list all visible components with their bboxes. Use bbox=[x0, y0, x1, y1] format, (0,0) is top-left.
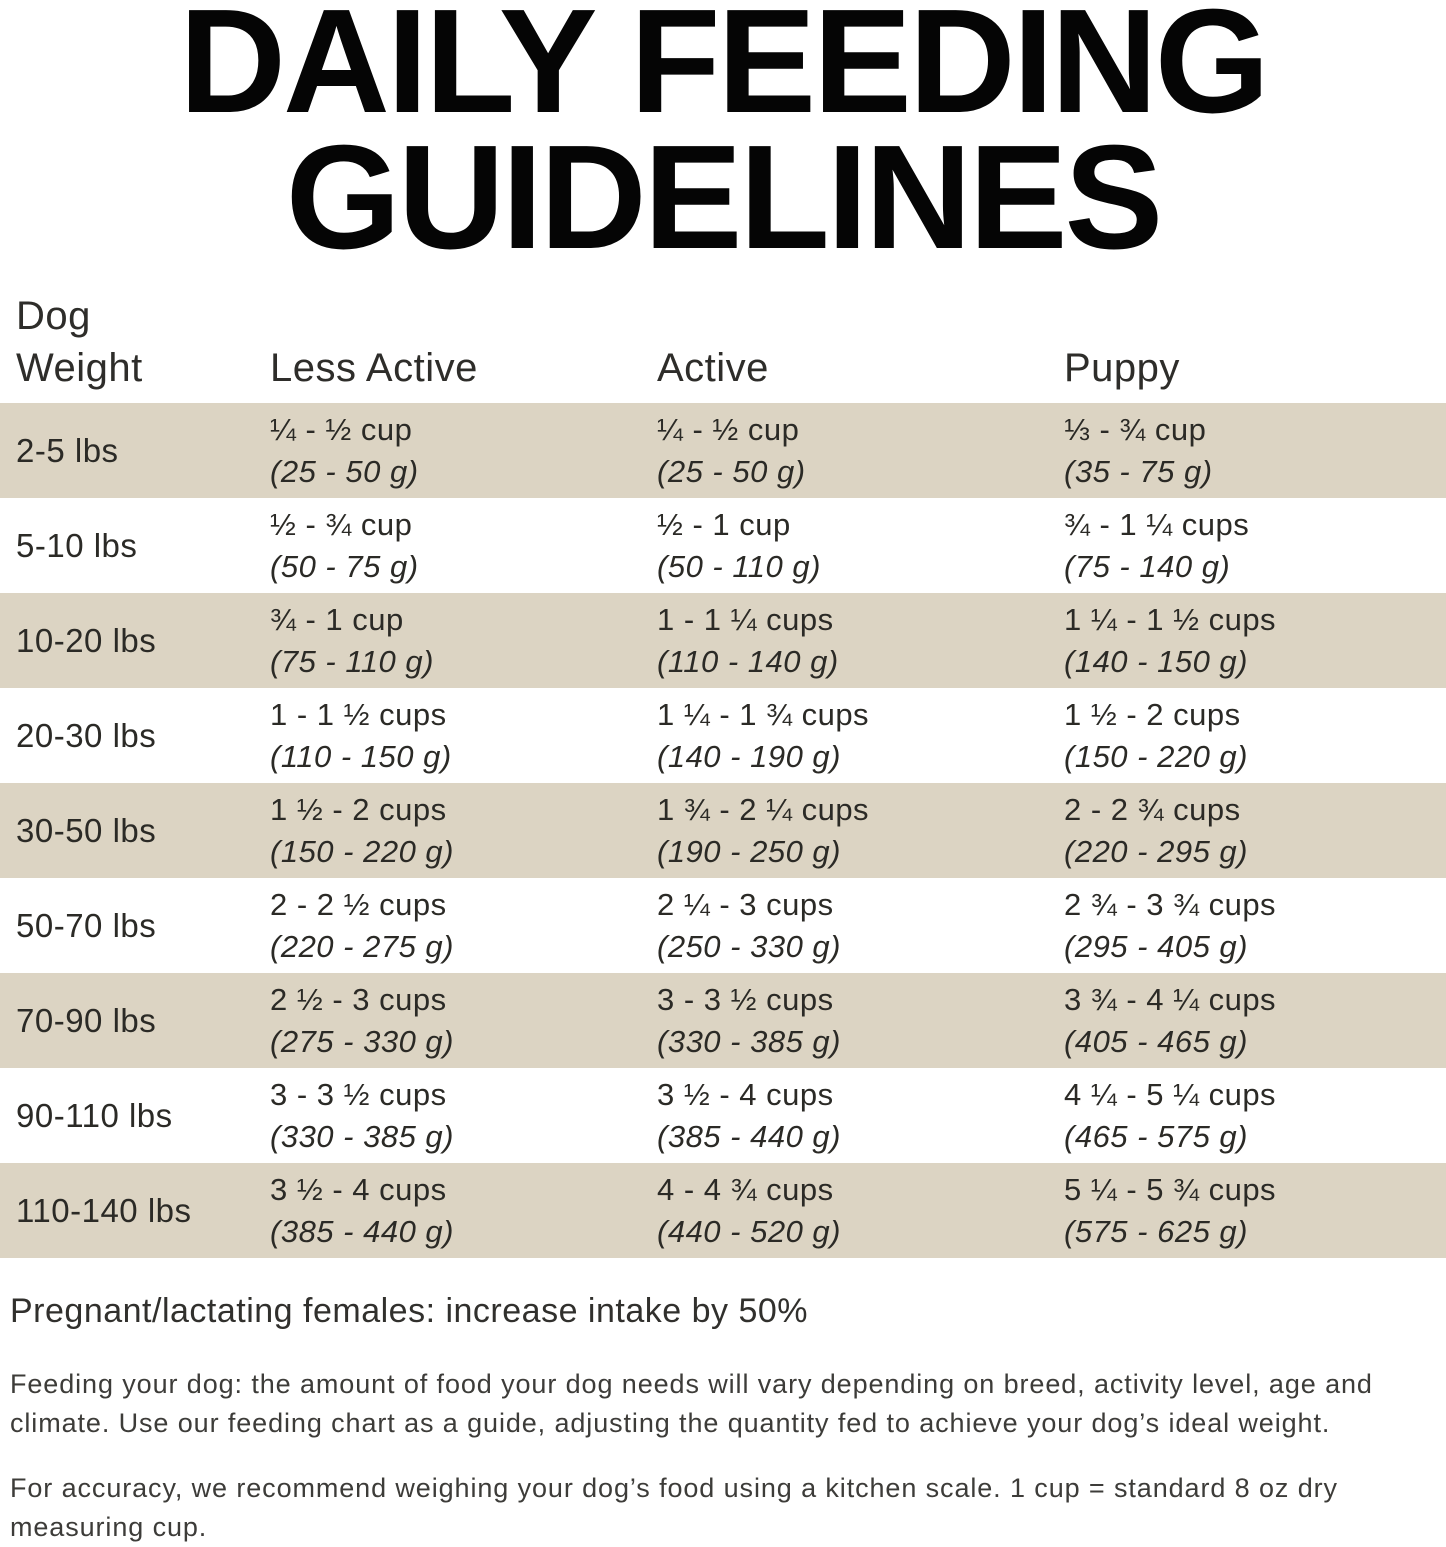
cups-range: 2 ¾ - 3 ¾ cups bbox=[1064, 886, 1277, 922]
dog-weight-value: 10-20 lbs bbox=[16, 621, 157, 659]
puppy-cell bbox=[1064, 878, 1446, 973]
cups-range: ¼ - ½ cup bbox=[657, 411, 800, 447]
grams-range: (330 - 385 g) bbox=[657, 1023, 841, 1059]
cups-range: 1 ½ - 2 cups bbox=[270, 791, 447, 827]
grams-range: (275 - 330 g) bbox=[270, 1023, 454, 1059]
dog-weight-value: 30-50 lbs bbox=[16, 811, 157, 849]
grams-range: (465 - 575 g) bbox=[1064, 1118, 1248, 1154]
grams-range: (385 - 440 g) bbox=[270, 1213, 454, 1249]
less-active-cell bbox=[270, 973, 657, 1068]
cups-range: 1 ½ - 2 cups bbox=[1064, 696, 1241, 732]
grams-range: (220 - 295 g) bbox=[1064, 833, 1248, 869]
page-title-line2: GUIDELINES bbox=[285, 115, 1161, 280]
grams-range: (295 - 405 g) bbox=[1064, 928, 1248, 964]
active-cell bbox=[657, 498, 1064, 593]
cups-range: ¾ - 1 cup bbox=[270, 601, 404, 637]
less-active-cell bbox=[270, 783, 657, 878]
grams-range: (330 - 385 g) bbox=[270, 1118, 454, 1154]
table-row bbox=[0, 403, 1446, 498]
cups-range: 3 ½ - 4 cups bbox=[270, 1171, 447, 1207]
grams-range: (50 - 110 g) bbox=[657, 548, 821, 584]
cups-range: 1 - 1 ½ cups bbox=[270, 696, 447, 732]
less-active-cell bbox=[270, 1068, 657, 1163]
cups-range: 1 ¾ - 2 ¼ cups bbox=[657, 791, 870, 827]
cups-range: 2 ¼ - 3 cups bbox=[657, 886, 834, 922]
puppy-cell bbox=[1064, 1068, 1446, 1163]
cups-range: ½ - 1 cup bbox=[657, 506, 791, 542]
cups-range: 3 ¾ - 4 ¼ cups bbox=[1064, 981, 1277, 1017]
grams-range: (75 - 140 g) bbox=[1064, 548, 1231, 584]
puppy-cell bbox=[1064, 593, 1446, 688]
grams-range: (35 - 75 g) bbox=[1064, 453, 1213, 489]
grams-range: (405 - 465 g) bbox=[1064, 1023, 1248, 1059]
grams-range: (25 - 50 g) bbox=[270, 453, 419, 489]
cups-range: 3 - 3 ½ cups bbox=[657, 981, 834, 1017]
cups-range: 2 - 2 ½ cups bbox=[270, 886, 447, 922]
less-active-cell bbox=[270, 878, 657, 973]
table-row bbox=[0, 498, 1446, 593]
puppy-cell bbox=[1064, 403, 1446, 498]
page-title-line1: DAILY FEEDING bbox=[179, 0, 1267, 144]
grams-range: (50 - 75 g) bbox=[270, 548, 419, 584]
pregnant-lactating-note: Pregnant/lactating females: increase intake by 50% bbox=[10, 1292, 809, 1330]
grams-range: (110 - 140 g) bbox=[657, 643, 839, 679]
dog-weight-value: 70-90 lbs bbox=[16, 1001, 157, 1039]
column-header-active: Active bbox=[657, 346, 769, 390]
active-cell bbox=[657, 403, 1064, 498]
grams-range: (190 - 250 g) bbox=[657, 833, 841, 869]
cups-range: ⅓ - ¾ cup bbox=[1064, 411, 1207, 447]
table-row bbox=[0, 1163, 1446, 1258]
cups-range: 2 ½ - 3 cups bbox=[270, 981, 447, 1017]
grams-range: (110 - 150 g) bbox=[270, 738, 452, 774]
puppy-cell bbox=[1064, 1163, 1446, 1258]
cups-range: 1 - 1 ¼ cups bbox=[657, 601, 834, 637]
puppy-cell bbox=[1064, 688, 1446, 783]
grams-range: (440 - 520 g) bbox=[657, 1213, 841, 1249]
table-row bbox=[0, 688, 1446, 783]
dog-weight-value: 50-70 lbs bbox=[16, 906, 157, 944]
feeding-table bbox=[0, 403, 1446, 1258]
table-row bbox=[0, 783, 1446, 878]
grams-range: (575 - 625 g) bbox=[1064, 1213, 1248, 1249]
grams-range: (75 - 110 g) bbox=[270, 643, 434, 679]
less-active-cell bbox=[270, 498, 657, 593]
grams-range: (150 - 220 g) bbox=[1064, 738, 1248, 774]
cups-range: 5 ¼ - 5 ¾ cups bbox=[1064, 1171, 1277, 1207]
cups-range: 4 - 4 ¾ cups bbox=[657, 1171, 834, 1207]
column-header-puppy: Puppy bbox=[1064, 346, 1180, 390]
dog-weight-value: 20-30 lbs bbox=[16, 716, 157, 754]
grams-range: (25 - 50 g) bbox=[657, 453, 806, 489]
table-row bbox=[0, 593, 1446, 688]
cups-range: ½ - ¾ cup bbox=[270, 506, 413, 542]
cups-range: 2 - 2 ¾ cups bbox=[1064, 791, 1241, 827]
dog-weight-value: 110-140 lbs bbox=[16, 1191, 192, 1229]
column-header-dog-weight: Dog Weight bbox=[16, 294, 143, 390]
puppy-cell bbox=[1064, 973, 1446, 1068]
grams-range: (140 - 150 g) bbox=[1064, 643, 1248, 679]
dog-weight-value: 2-5 lbs bbox=[16, 431, 119, 469]
active-cell bbox=[657, 593, 1064, 688]
dog-weight-value: 90-110 lbs bbox=[16, 1096, 173, 1134]
active-cell bbox=[657, 783, 1064, 878]
cups-range: ¼ - ½ cup bbox=[270, 411, 413, 447]
active-cell bbox=[657, 1068, 1064, 1163]
less-active-cell bbox=[270, 403, 657, 498]
cups-range: 3 - 3 ½ cups bbox=[270, 1076, 447, 1112]
cups-range: 1 ¼ - 1 ½ cups bbox=[1064, 601, 1277, 637]
active-cell bbox=[657, 1163, 1064, 1258]
dog-weight-value: 5-10 lbs bbox=[16, 526, 138, 564]
column-header-less-active: Less Active bbox=[270, 346, 478, 390]
less-active-cell bbox=[270, 593, 657, 688]
table-row bbox=[0, 973, 1446, 1068]
less-active-cell bbox=[270, 1163, 657, 1258]
puppy-cell bbox=[1064, 498, 1446, 593]
table-row bbox=[0, 878, 1446, 973]
grams-range: (140 - 190 g) bbox=[657, 738, 841, 774]
active-cell bbox=[657, 878, 1064, 973]
table-header-row bbox=[0, 290, 1446, 394]
active-cell bbox=[657, 973, 1064, 1068]
cups-range: 4 ¼ - 5 ¼ cups bbox=[1064, 1076, 1277, 1112]
less-active-cell bbox=[270, 688, 657, 783]
grams-range: (250 - 330 g) bbox=[657, 928, 841, 964]
cups-range: ¾ - 1 ¼ cups bbox=[1064, 506, 1250, 542]
table-row bbox=[0, 1068, 1446, 1163]
grams-range: (220 - 275 g) bbox=[270, 928, 454, 964]
active-cell bbox=[657, 688, 1064, 783]
puppy-cell bbox=[1064, 783, 1446, 878]
page-title bbox=[0, 0, 1446, 280]
cups-range: 3 ½ - 4 cups bbox=[657, 1076, 834, 1112]
accuracy-note: For accuracy, we recommend weighing your dog’s food using a kitchen scale. 1 cup = standard 8 oz dry measuring cup. bbox=[10, 1473, 1338, 1542]
cups-range: 1 ¼ - 1 ¾ cups bbox=[657, 696, 870, 732]
feeding-advice-note: Feeding your dog: the amount of food your dog needs will vary depending on breed, activity level, age and climate. Use our feeding chart as a guide, adjusting the quantity fed to achieve your dog’s ideal weight. bbox=[10, 1369, 1373, 1438]
grams-range: (150 - 220 g) bbox=[270, 833, 454, 869]
grams-range: (385 - 440 g) bbox=[657, 1118, 841, 1154]
